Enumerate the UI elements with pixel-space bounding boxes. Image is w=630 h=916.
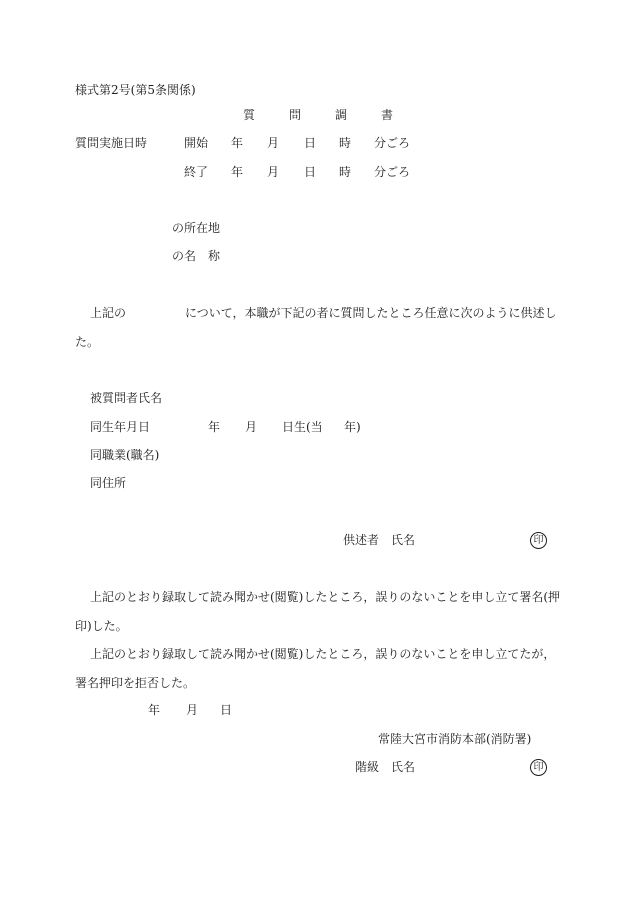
premises-location-label: の所在地 — [172, 221, 221, 235]
respondent-occupation-label: 同職業(職名) — [90, 448, 160, 462]
start-year-unit: 年 — [231, 136, 244, 150]
start-minute-unit: 分ごろ — [374, 136, 411, 150]
statement-line-2: た。 — [75, 335, 100, 349]
certification-refused-line-2: 署名押印を拒否した。 — [75, 676, 196, 690]
deponent-name-label: 供述者 氏名 — [343, 533, 416, 547]
end-day-unit: 日 — [304, 165, 317, 179]
form-number: 様式第2号(第5条関係) — [75, 83, 196, 97]
officer-rank-name-label: 階級 氏名 — [355, 760, 416, 774]
birth-year-unit: 年 — [208, 420, 221, 434]
exam-end-label: 終了 — [184, 165, 209, 179]
statement-prefix: 上記の — [90, 306, 127, 320]
respondent-name-label: 被質問者氏名 — [90, 391, 163, 405]
respondent-birth-label: 同生年月日 — [90, 420, 151, 434]
certification-refused-line-1: 上記のとおり録取して読み聞かせ(閲覧)したところ，誤りのないことを申し立てたが， — [90, 647, 556, 661]
end-hour-unit: 時 — [339, 165, 352, 179]
end-month-unit: 月 — [267, 165, 280, 179]
end-year-unit: 年 — [231, 165, 244, 179]
birth-day-unit: 日生(当 — [282, 420, 323, 434]
exam-datetime-label: 質問実施日時 — [75, 136, 148, 150]
end-minute-unit: 分ごろ — [374, 165, 411, 179]
certification-signed-line-1: 上記のとおり録取して読み聞かせ(閲覧)したところ，誤りのないことを申し立て署名(押 — [90, 590, 561, 604]
respondent-address-label: 同住所 — [90, 476, 127, 490]
date-year-unit: 年 — [148, 703, 161, 717]
premises-name-label: の名 称 — [172, 249, 221, 263]
date-month-unit: 月 — [186, 703, 199, 717]
deponent-seal-mark: 印 — [530, 532, 547, 549]
authority-name: 常陸大宮市消防本部(消防署) — [378, 732, 532, 746]
start-month-unit: 月 — [267, 136, 280, 150]
document-title: 質問調書 — [243, 108, 428, 122]
certification-signed-line-2: 印)した。 — [75, 619, 128, 633]
date-day-unit: 日 — [220, 703, 233, 717]
start-hour-unit: 時 — [339, 136, 352, 150]
statement-line-1: について，本職が下記の者に質問したところ任意に次のように供述し — [185, 306, 557, 320]
officer-seal-mark: 印 — [530, 759, 547, 776]
start-day-unit: 日 — [304, 136, 317, 150]
birth-age-unit: 年) — [344, 420, 361, 434]
birth-month-unit: 月 — [245, 420, 258, 434]
exam-start-label: 開始 — [184, 136, 209, 150]
